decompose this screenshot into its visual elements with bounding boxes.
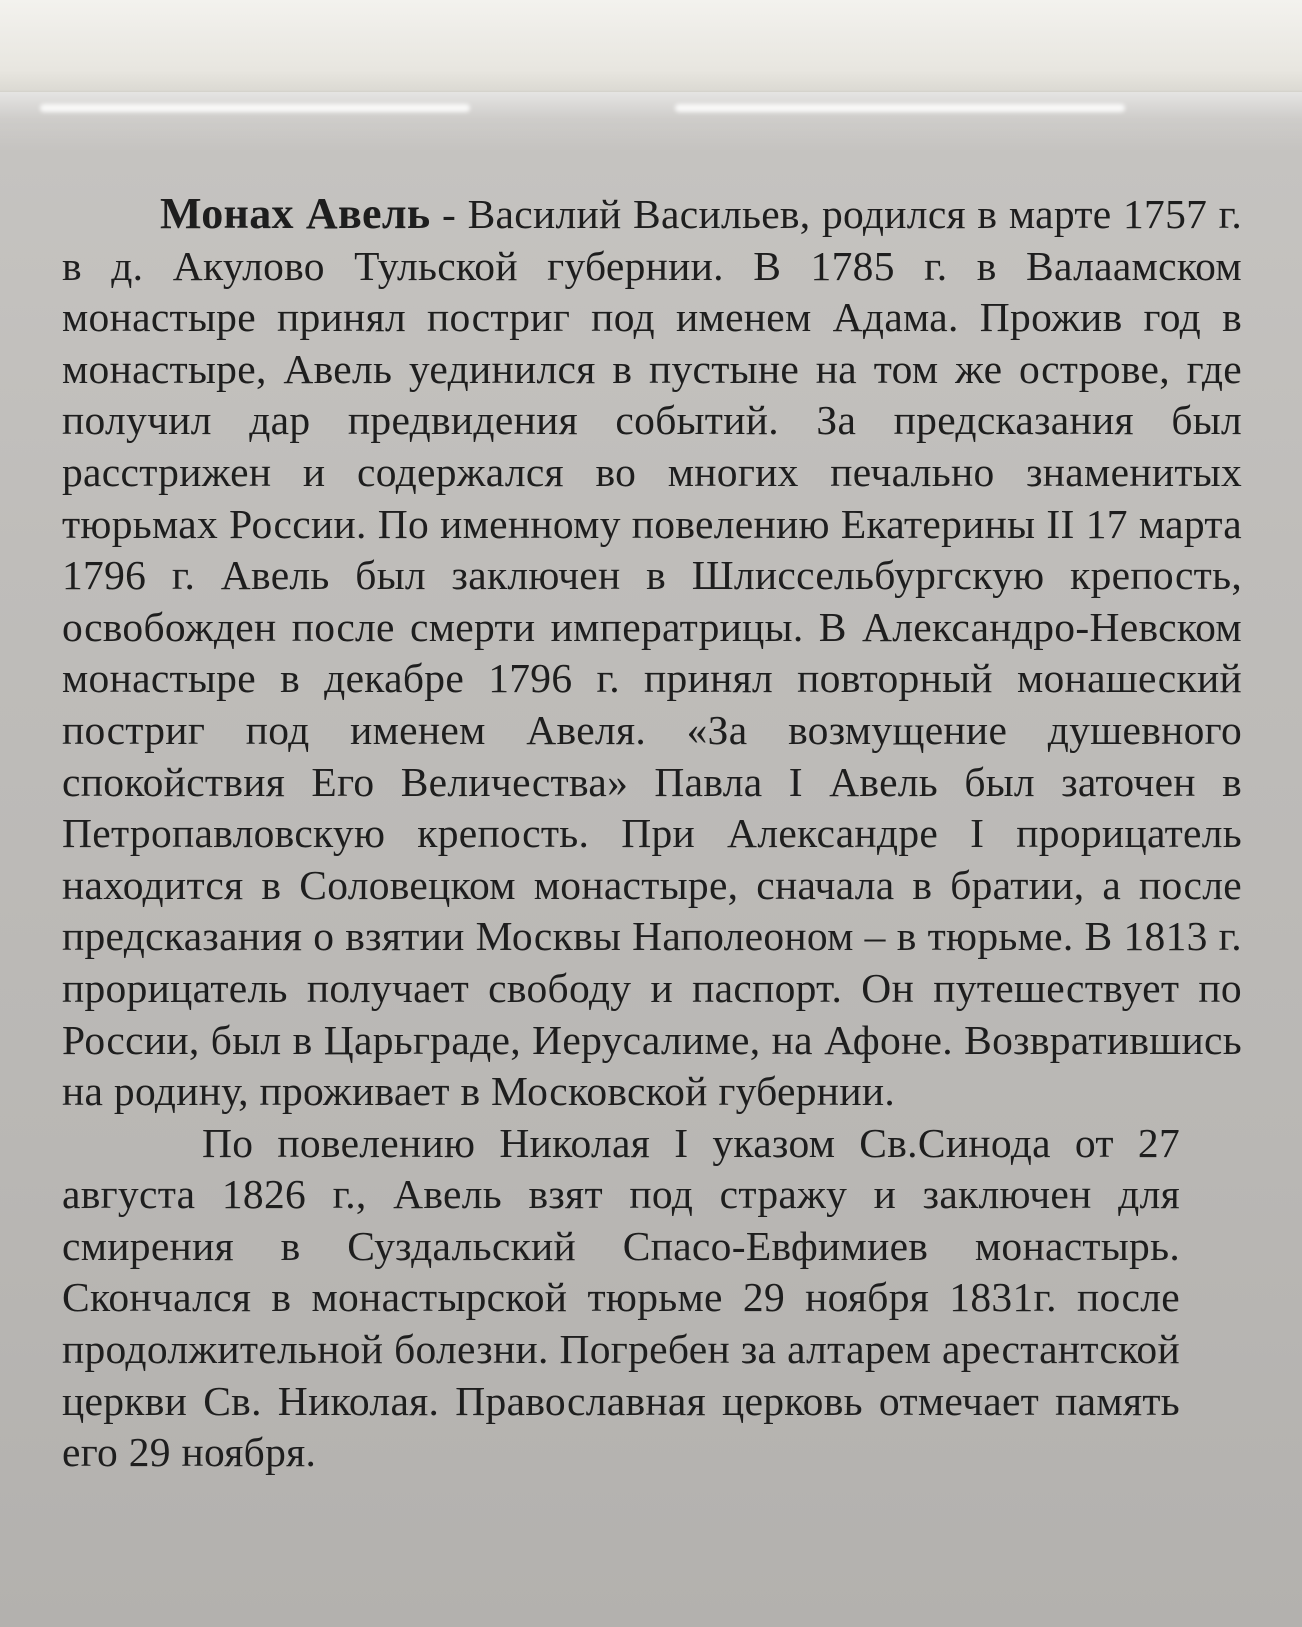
information-plaque <box>0 92 1302 1627</box>
heading: Монах Авель <box>160 189 431 238</box>
paragraph-2: По повелению Николая I указом Св.Синода от 27 августа 1826 г., Авель взят под стражу и заключен для смирения в Суздальский Спасо-Евфимиев монастырь. Скончался в монастырской тюрьме 29 ноября 1831г. после продолжительной болезни. Погребен за алтарем арестантской церкви Св. Николая. Православная церковь отмечает память его 29 ноября. <box>62 1119 1180 1476</box>
glass-glare <box>40 104 470 112</box>
glass-glare <box>675 104 1125 112</box>
paragraph-1 <box>62 188 1242 1118</box>
paragraph-1-body: - Василий Васильев, родился в марте 1757 г. в д. Акулово Тульской губернии. В 1785 г. в Валаамском монастыре принял постриг под именем Адама. Прожив год в монастыре, Авель уединился в пустыне на том же острове, где получил дар предвидения событий. За предсказания был расстрижен и содержался во многих печально знаменитых тюрьмах России. По именному повелению Екатерины II 17 марта 1796 г. Авель был заключен в Шлиссельбургскую крепость, освобожден после смерти императрицы. В Александро-Невском монастыре в декабре 1796 г. принял повторный монашеский постриг под именем Авеля. «За возмущение душевного спокойствия Его Величества» Павла I Авель был заточен в Петропавловскую крепость. При Александре I прорицатель находится в Соловецком монастыре, сначала в братии, а после предсказания о взятии Москвы Наполеоном – в тюрьме. В 1813 г. прорицатель получает свободу и паспорт. Он путешествует по России, был в Царьграде, Иерусалиме, на Афоне. Возвратившись на родину, проживает в Московской губернии. <box>62 191 1242 1115</box>
plaque-text <box>62 188 1242 1479</box>
wall-background <box>0 0 1302 100</box>
